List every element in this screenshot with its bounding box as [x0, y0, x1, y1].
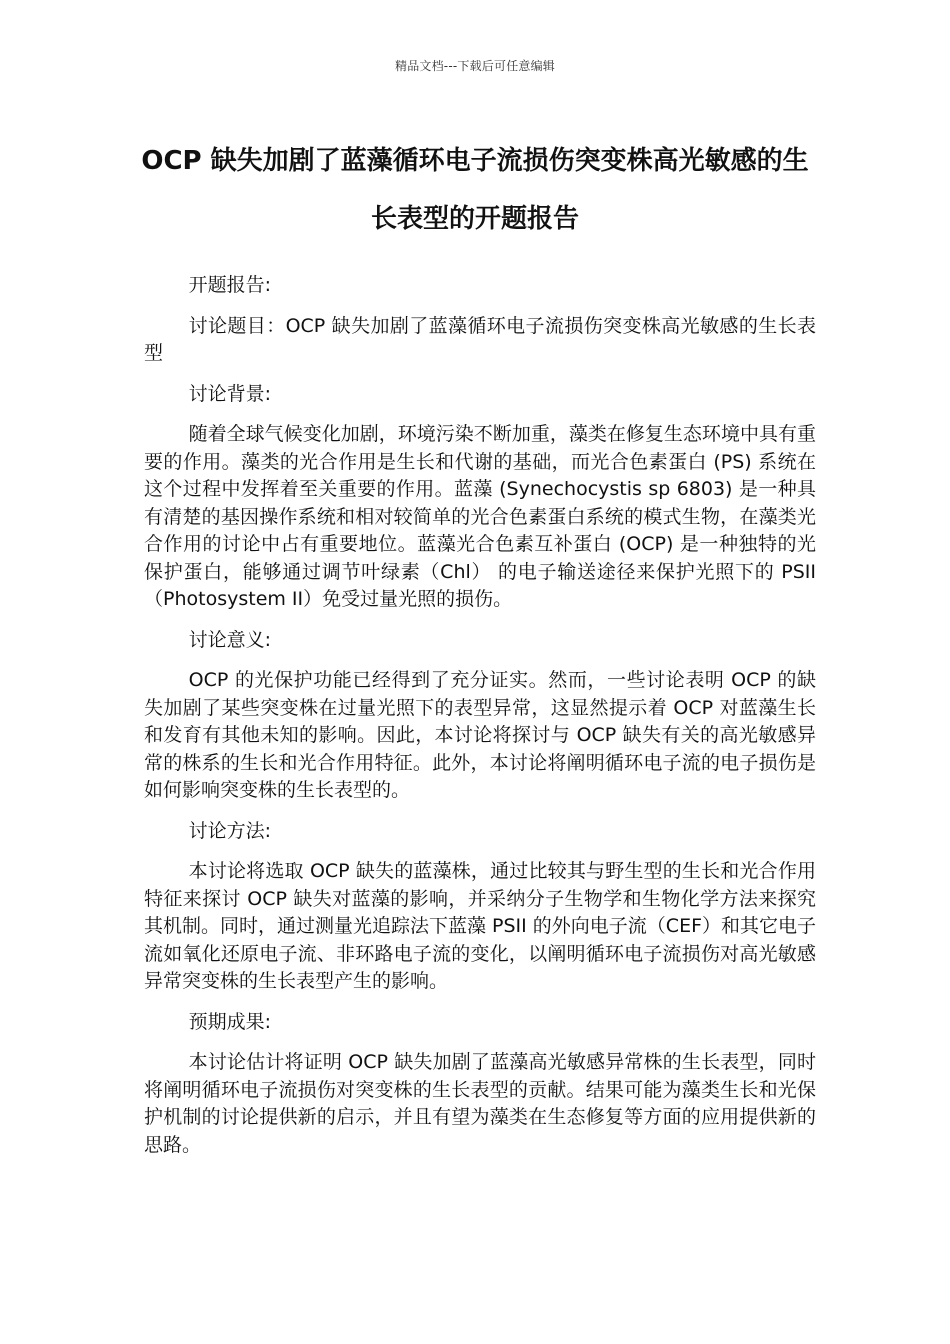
background-paragraph: 随着全球气候变化加剧，环境污染不断加重，藻类在修复生态环境中具有重要的作用。藻类的光合作用是生长和代谢的基础，而光合色素蛋白 (PS) 系统在这个过程中发挥着至关重要的作用。蓝藻 (Synechocystis sp 6803) 是一种具有清楚的基因操作系统和相对较简单的光合色素蛋白系统的模式生物，在藻类光合作用的讨论中占有重要地位。蓝藻光合色素互补蛋白 (OCP) 是一种独特的光保护蛋白，能够通过调节叶绿素（Chl） 的电子输送途径来保护光照下的 PSII（Photosystem II）免受过量光照的损伤。	[144, 423, 816, 610]
topic-paragraph: 讨论题目：OCP 缺失加剧了蓝藻循环电子流损伤突变株高光敏感的生长表型	[144, 314, 816, 364]
document-body	[144, 272, 816, 1172]
section-label-report: 开题报告:	[188, 274, 272, 296]
header-note: 精品文档---下载后可任意编辑	[395, 59, 555, 73]
section-label-significance: 讨论意义:	[188, 628, 272, 651]
methods-paragraph: 本讨论将选取 OCP 缺失的蓝藻株，通过比较其与野生型的生长和光合作用特征来探讨 OCP 缺失对蓝藻的影响，并采纳分子生物学和生物化学方法来探究其机制。同时，通过测量光追踪法下蓝藻 PSII 的外向电子流（CEF）和其它电子流如氧化还原电子流、非环路电子流的变化，以阐明循环电子流损伤对高光敏感异常突变株的生长表型产生的影响。	[144, 860, 817, 992]
outcomes-paragraph: 本讨论估计将证明 OCP 缺失加剧了蓝藻高光敏感异常株的生长表型，同时将阐明循环电子流损伤对突变株的生长表型的贡献。结果可能为藻类生长和光保护机制的讨论提供新的启示，并且有望为藻类在生态修复等方面的应用提供新的思路。	[144, 1051, 816, 1156]
section-label-outcomes: 预期成果:	[188, 1010, 272, 1033]
document-title: OCP 缺失加剧了蓝藻循环电子流损伤突变株高光敏感的生长表型的开题报告	[141, 146, 809, 234]
section-label-methods: 讨论方法:	[188, 819, 272, 842]
section-label-background: 讨论背景:	[188, 382, 272, 405]
significance-paragraph: OCP 的光保护功能已经得到了充分证实。然而，一些讨论表明 OCP 的缺失加剧了某些突变株在过量光照下的表型异常，这显然提示着 OCP 对蓝藻生长和发育有其他未知的影响。因此，本讨论将探讨与 OCP 缺失有关的高光敏感异常的株系的生长和光合作用特征。此外，本讨论将阐明循环电子流的电子损伤是如何影响突变株的生长表型的。	[144, 669, 816, 801]
